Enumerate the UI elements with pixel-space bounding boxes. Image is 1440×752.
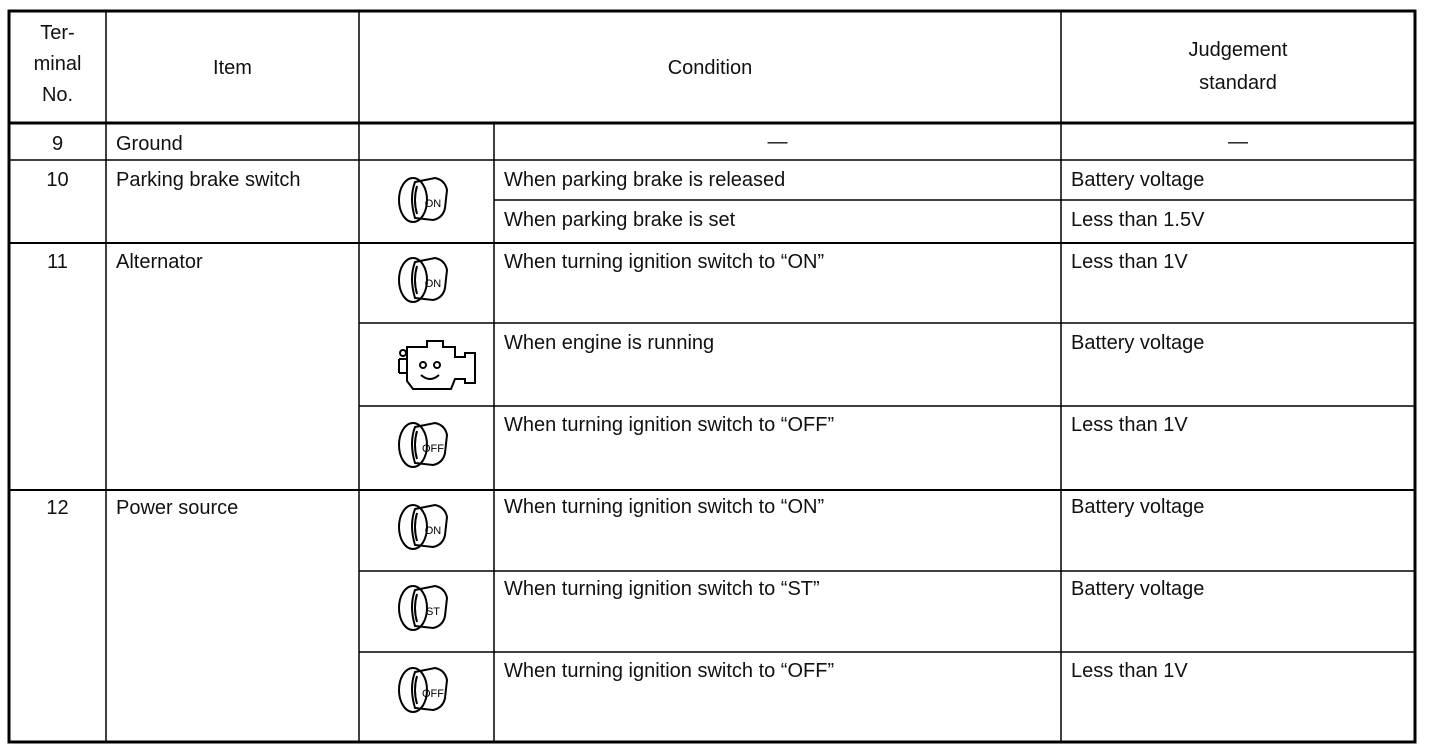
condition-text: When turning ignition switch to “ST” xyxy=(504,578,820,600)
header-terminal-line-2: minal xyxy=(33,53,82,75)
header-judgement-line-1: Judgement xyxy=(1188,39,1288,61)
engine-running-icon xyxy=(393,333,481,397)
svg-text:ON: ON xyxy=(424,278,442,290)
item-name: Power source xyxy=(116,497,239,519)
item-name: Alternator xyxy=(116,251,203,273)
condition-text: When turning ignition switch to “ON” xyxy=(504,251,825,273)
judgement-value: Less than 1.5V xyxy=(1071,209,1205,231)
condition-text: — xyxy=(767,131,788,153)
condition-text: When turning ignition switch to “ON” xyxy=(504,496,825,518)
header-item: Item xyxy=(213,57,252,79)
judgement-value: Battery voltage xyxy=(1071,496,1205,518)
terminal-number: 9 xyxy=(51,133,64,155)
ignition-key-on-icon xyxy=(393,497,457,561)
judgement-value: Battery voltage xyxy=(1071,578,1205,600)
judgement-value: — xyxy=(1228,131,1248,153)
ignition-key-on-icon xyxy=(393,250,457,314)
condition-text: When engine is running xyxy=(504,332,715,354)
judgement-value: Less than 1V xyxy=(1071,251,1188,273)
condition-text: When parking brake is released xyxy=(504,169,786,191)
condition-text: When parking brake is set xyxy=(504,209,736,231)
terminal-number: 10 xyxy=(46,169,69,191)
header-terminal xyxy=(9,18,106,111)
item-name: Ground xyxy=(116,133,183,155)
header-judgement-line-2: standard xyxy=(1199,72,1277,94)
judgement-value: Less than 1V xyxy=(1071,660,1188,682)
terminal-number: 11 xyxy=(47,251,68,273)
header-terminal-line-1: Ter- xyxy=(40,22,75,44)
condition-text: When turning ignition switch to “OFF” xyxy=(504,414,835,436)
svg-text:OFF: OFF xyxy=(422,443,444,455)
ignition-key-off-icon xyxy=(393,415,457,479)
header-terminal-line-3: No. xyxy=(41,84,74,106)
svg-text:ST: ST xyxy=(425,606,441,618)
ignition-key-off-icon xyxy=(393,660,457,724)
condition-text: When turning ignition switch to “OFF” xyxy=(504,660,835,682)
svg-text:ON: ON xyxy=(424,525,442,537)
svg-text:ON: ON xyxy=(424,198,442,210)
judgement-value: Less than 1V xyxy=(1071,414,1188,436)
judgement-value: Battery voltage xyxy=(1071,169,1205,191)
ignition-key-start-icon xyxy=(393,578,457,642)
ignition-key-on-icon xyxy=(393,170,457,234)
svg-text:OFF: OFF xyxy=(422,688,444,700)
item-name: Parking brake switch xyxy=(116,169,301,191)
judgement-value: Battery voltage xyxy=(1071,332,1205,354)
terminal-number: 12 xyxy=(46,497,69,519)
header-judgement xyxy=(1061,34,1415,100)
header-condition: Condition xyxy=(667,57,753,79)
